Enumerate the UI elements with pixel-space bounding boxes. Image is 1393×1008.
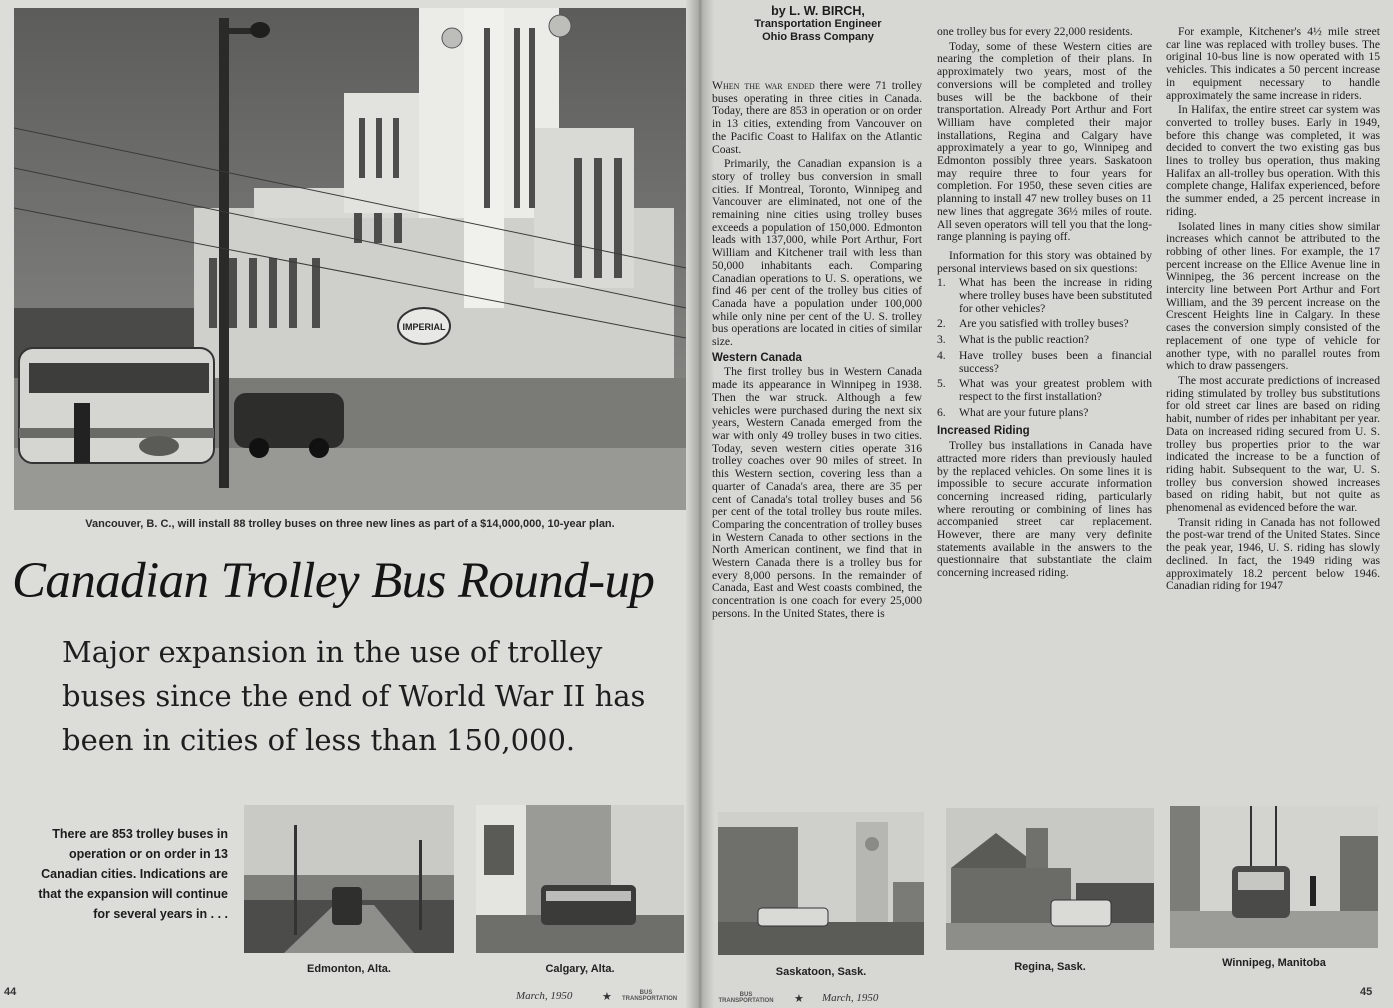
edmonton-photo [244,805,454,953]
list-item [937,318,1152,331]
paragraph: Today, some of these Western cities are nearing the completion of their plans. In approximately two years, most of the conversions will be completed and trolley buses will be the backbone of their transportation. Already Port Arthur and Fort William have completed their major installations, Regina and Calgary have approximately a year to go, Winnipeg and Edmonton possibly three years. Saskatoon may require three to four years for completion. For 1950, these seven cities are planning to install 47 new trolley buses on 11 new lines that aggregate 36½ miles of route. All seven operators will tell you that the long-range planning is paying off. [937,39,1152,244]
regina-photo [946,808,1154,950]
paragraph: Primarily, the Canadian expansion is a story of trolley bus conversion in small cities. If Montreal, Toronto, Winnipeg and Vancouver are eliminated, not one of the remaining nine cities using trolley buses exceeds a population of 150,000. Edmonton leads with 137,000, while Port Arthur, Fort William and Kitchener trail with less than 50,000 inhabitants each. Comparing Canadian operations to U. S. operations, we find 46 per cent of the trolley bus cities of Canada have a population under 100,000 while only nine per cent of the U. S. trolley bus operations are located in cities of similar size. [712,157,922,349]
winnipeg-photo [1170,806,1378,948]
byline [718,4,918,44]
item-text: What is the public reaction? [959,333,1090,347]
item-text: What was your greatest problem with respect to the first installation? [959,377,1152,403]
list-item [937,277,1152,315]
vancouver-city-hall-photo [14,8,686,510]
footer-date: March, 1950 [516,990,573,1002]
footer-mark-line-2: TRANSPORTATION [718,998,774,1004]
subhead-increased-riding: Increased Riding [937,425,1030,438]
page-number-right: 45 [1360,986,1373,998]
list-item [937,378,1152,403]
saskatoon-photo [718,812,924,955]
paragraph: Isolated lines in many cities show similar increases which cannot be attributed to the robbing of other lines. For example, the 17 percent increase on the Ellice Avenue line in Winnipeg, the 36 percent increase on the intercity line between Port Arthur and Fort William, and the 39 percent increase on the Crescent Heights line in Calgary. In these cases the conversion simply consisted of the replacement of one type of vehicle for another type, with no parallel routes from which to draw passengers. [1166,219,1380,373]
footer-mark-line-1: BUS [739,992,753,998]
edmonton-caption: Edmonton, Alta. [307,963,391,975]
item-text: What has been the increase in riding where trolley buses have been substituted for other vehicles? [959,276,1152,315]
saskatoon-caption: Saskatoon, Sask. [775,966,867,978]
paragraph: Transit riding in Canada has not followed the post-war trend of the United States. Since the peak year, 1946, U. S. riding has slowly declined. In fact, the 1949 riding was approximately 18.2 percent below 1946. Canadian riding for 1947 [1166,515,1380,593]
list-item [937,334,1152,347]
list-item [937,407,1152,420]
lead-rest: there were 71 trolley buses operating in three cities in Canada. Today, there are 853 in operation or on order in 13 cities, extending from Vancouver on the Pacific Coast to Halifax on the Atlantic Coast. [712,79,922,156]
item-text: What are your future plans? [959,405,1089,419]
footer-mark [622,990,678,1002]
headline: Canadian Trolley Bus Round-up [12,553,655,609]
footer-date-right: March, 1950 [822,992,879,1004]
article-column-1 [712,80,922,623]
teaser: There are 853 trolley buses in operation or on order in 13 Canadian cities. Indications are that the expansion will continue for several years in . . . [38,827,228,921]
main-photo-caption: Vancouver, B. C., will install 88 trolley buses on three new lines as part of a $14,000,000, 10-year plan. [85,518,615,530]
paragraph: one trolley bus for every 22,000 residents. [937,25,1133,38]
deck: Major expansion in the use of trolley buses since the end of World War II has been in cities of less than 150,000. [62,635,646,757]
lead-in: When the war ended [712,79,815,92]
footer-star-icon: ★ [602,991,612,1003]
item-number: 1. [937,276,946,290]
byline-title: Transportation Engineer [754,18,882,30]
paragraph: The first trolley bus in Western Canada made its appearance in Winnipeg in 1938. Then the war struck. Although a few vehicles were purchased during the next six years, Western Canada emerged from the war with only 49 trolley buses in two cities. Today, seven western cities operate 316 trolley coaches over 90 miles of street. In this Western section, covering less than a quarter of Canada's area, there are 35 per cent of Canada's total trolley buses and 56 per cent of the total trolley bus route miles. Comparing the concentration of trolley buses in Western Canada to other sections in the North American continent, we find that in Western Canada there is a trolley bus for every 8,000 persons. In the remainder of Canada, East and West coasts combined, the concentration is one coach for every 25,000 persons. In the United States, there is [712,365,922,620]
subhead-western-canada: Western Canada [712,351,802,364]
page-gutter [686,0,714,1008]
calgary-photo [476,805,684,953]
winnipeg-caption: Winnipeg, Manitoba [1222,957,1326,969]
footer-mark-line-1: BUS [639,990,653,996]
questions-list [937,277,1152,419]
item-number: 3. [937,333,946,347]
paragraph: Information for this story was obtained by personal interviews based on six questions: [937,248,1152,275]
page-number: 44 [4,986,17,998]
paragraph [712,80,922,156]
article-column-2 [937,26,1152,582]
item-number: 5. [937,377,946,391]
footer-mark-line-2: TRANSPORTATION [622,996,678,1002]
item-number: 4. [937,348,946,362]
list-item [937,350,1152,375]
calgary-caption: Calgary, Alta. [545,963,615,975]
paragraph: In Halifax, the entire street car system was converted to trolley buses. Early in 1949, before this change was completed, it was decided to convert the two existing gas bus lines to trolley bus operation, thus making Halifax an all-trolley bus operation. With this complete change, Halifax experienced, before the summer ended, a 25 percent increase in riding. [1166,103,1380,218]
item-text: Have trolley buses been a financial success? [959,348,1152,375]
imperial-sign-text: IMPERIAL [402,322,446,332]
byline-company: Ohio Brass Company [762,31,874,43]
item-number: 2. [937,317,946,331]
footer-mark-right [718,992,774,1004]
item-text: Are you satisfied with trolley buses? [959,317,1129,331]
footer-star-icon: ★ [794,993,804,1005]
paragraph: For example, Kitchener's 4½ mile street car line was replaced with trolley buses. The original 10-bus line is now operated with 15 vehicles. This indicates a 50 percent increase in equipment necessary to handle approximately the same increase in riders. [1166,25,1380,102]
byline-author: by L. W. BIRCH, [771,4,865,18]
item-number: 6. [937,405,946,419]
regina-caption: Regina, Sask. [1014,961,1086,973]
paragraph: The most accurate predictions of increased riding stimulated by trolley bus substitutions for old street car lines are based on riding habit, number of rides per inhabitant per year. Data on increased riding secured from U. S. trolley bus properties prior to the war indicated the increase to be a function of riding habit. Subsequent to the war, U. S. trolley bus conversion showed increases based on riding habit, but not quite as phenomenal as evidenced before the war. [1166,373,1380,515]
article-column-3 [1166,26,1380,595]
paragraph: Trolley bus installations in Canada have attracted more riders than previously hauled by the replaced vehicles. On some lines it is impossible to secure accurate information concerning increased riding, particularly where rerouting or combining of lines has accompanied street car replacement. However, there are many very definite statements available in the answers to the questionnaire that substantiate the claim concerning increased riding. [937,439,1152,580]
